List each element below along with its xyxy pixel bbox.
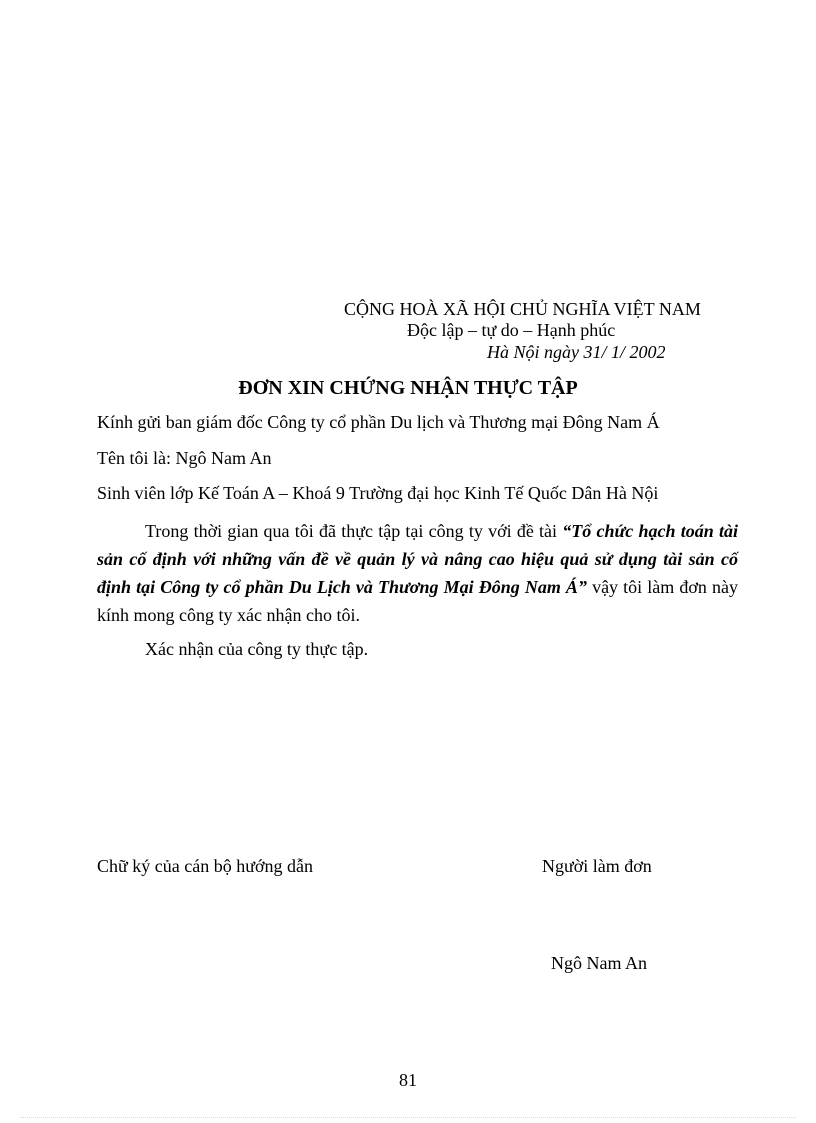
recipient-line: Kính gửi ban giám đốc Công ty cổ phần Du lịch và Thương mại Đông Nam Á xyxy=(97,412,660,432)
nation-heading: CỘNG HOÀ XÃ HỘI CHỦ NGHĨA VIỆT NAM xyxy=(344,299,701,319)
supervisor-signature-label: Chữ ký của cán bộ hướng dẫn xyxy=(97,856,313,876)
page-number: 81 xyxy=(399,1070,417,1090)
body-outro: vậy tôi làm đơn này kính mong công ty xác nhận cho tôi. xyxy=(97,577,738,625)
applicant-name-line: Tên tôi là: Ngô Nam An xyxy=(97,448,272,468)
document-title: ĐƠN XIN CHỨNG NHẬN THỰC TẬP xyxy=(238,377,578,399)
page-bottom-divider xyxy=(20,1117,796,1118)
applicant-signature-name: Ngô Nam An xyxy=(551,953,647,973)
body-paragraph xyxy=(97,517,738,629)
place-date: Hà Nội ngày 31/ 1/ 2002 xyxy=(487,342,666,362)
body-intro: Trong thời gian qua tôi đã thực tập tại công ty với đề tài xyxy=(145,521,563,541)
student-info-line: Sinh viên lớp Kế Toán A – Khoá 9 Trường đại học Kinh Tế Quốc Dân Hà Nội xyxy=(97,483,659,503)
motto-line: Độc lập – tự do – Hạnh phúc xyxy=(407,320,616,340)
applicant-signature-label: Người làm đơn xyxy=(542,856,652,876)
thesis-topic: “Tổ chức hạch toán tài sản cố định với những vấn đề về quản lý và nâng cao hiệu quả sử dụng tài sản cố định tại Công ty cổ phần Du Lịch và Thương Mại Đông Nam Á” xyxy=(97,521,738,597)
company-confirmation-label: Xác nhận của công ty thực tập. xyxy=(145,639,369,659)
